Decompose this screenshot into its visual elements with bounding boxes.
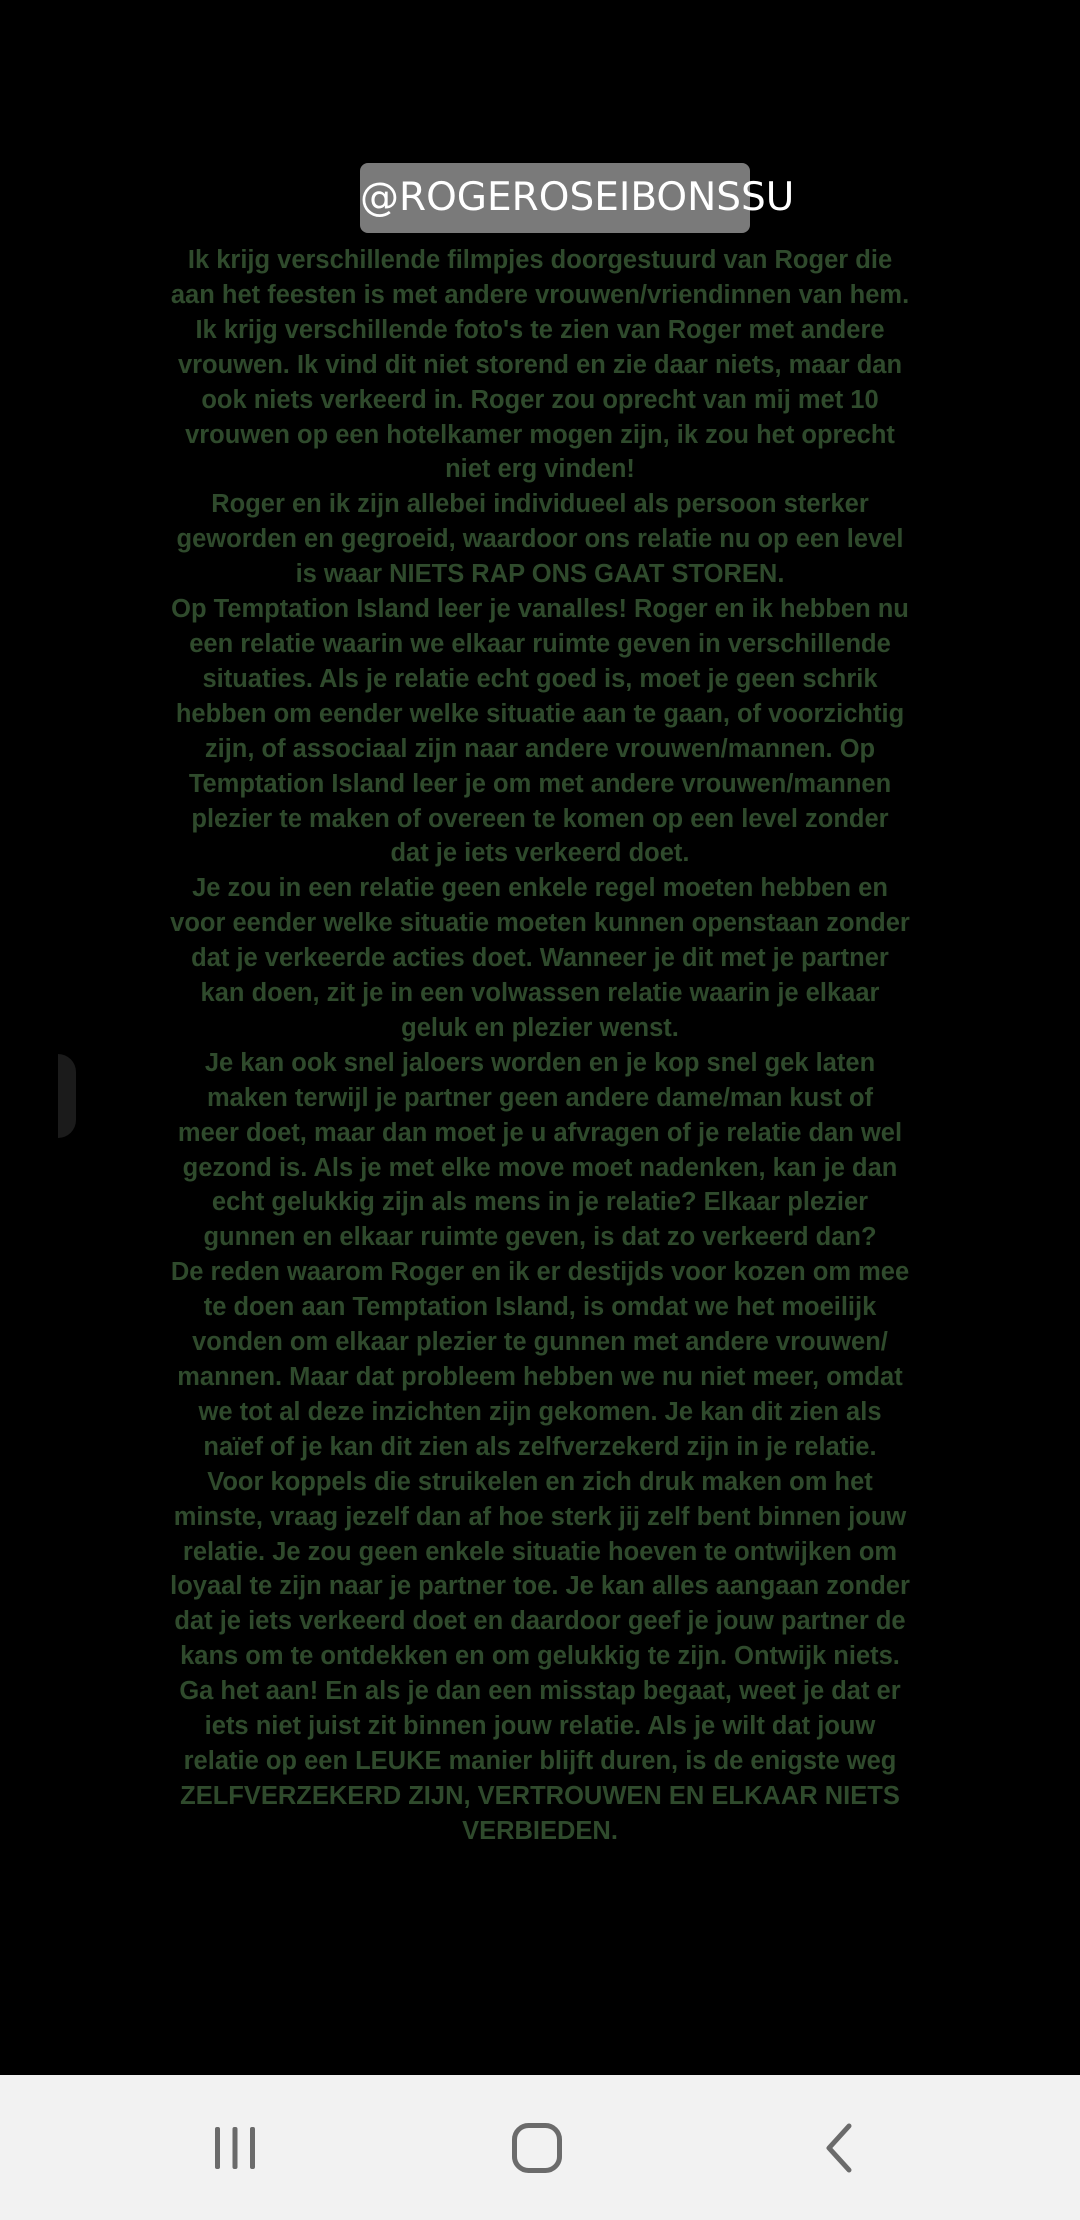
- story-text-line: voor eender welke situatie moeten kunnen openstaan zonder: [170, 909, 910, 938]
- story-text-line: geworden en gegroeid, waardoor ons relatie nu op een level: [176, 525, 904, 554]
- story-text-line: is waar NIETS RAP ONS GAAT STOREN.: [295, 560, 785, 589]
- story-text-line: plezier te maken of overeen te komen op een level zonder: [191, 804, 889, 833]
- story-text-line: minste, vraag jezelf dan af hoe sterk jij zelf bent binnen jouw: [173, 1502, 907, 1531]
- story-text-block: [168, 243, 912, 1849]
- story-text-line: vonden om elkaar plezier te gunnen met andere vrouwen/: [192, 1328, 888, 1357]
- back-icon: [821, 2122, 857, 2174]
- story-text-line: gezond is. Als je met elke move moet nadenken, kan je dan: [182, 1153, 898, 1182]
- story-text-line: Voor koppels die struikelen en zich druk maken om het: [207, 1467, 873, 1496]
- story-text-line: te doen aan Temptation Island, is omdat we het moeilijk: [203, 1293, 877, 1322]
- story-text-line: we tot al deze inzichten zijn gekomen. Je kan dit zien als: [198, 1397, 882, 1426]
- story-text-line: VERBIEDEN.: [462, 1816, 618, 1845]
- story-text-line: gunnen en elkaar ruimte geven, is dat zo verkeerd dan?: [203, 1223, 877, 1252]
- story-text-line: Op Temptation Island leer je vanalles! Roger en ik hebben nu: [171, 595, 909, 624]
- story-text-line: Temptation Island leer je om met andere vrouwen/mannen: [188, 769, 892, 798]
- story-text-line: een relatie waarin we elkaar ruimte geven in verschillende: [189, 629, 891, 658]
- story-text-line: kans om te ontdekken en om gelukkig te zijn. Ontwijk niets.: [180, 1642, 900, 1671]
- story-text-line: vrouwen op een hotelkamer mogen zijn, ik zou het oprecht: [185, 420, 895, 449]
- story-text-line: Ga het aan! En als je dan een misstap begaat, weet je dat er: [179, 1677, 901, 1706]
- edge-panel-handle[interactable]: [58, 1054, 76, 1138]
- story-text-line: zijn, of associaal zijn naar andere vrouwen/mannen. Op: [204, 734, 876, 763]
- navigation-bar: [0, 2075, 1080, 2220]
- story-text-line: aan het feesten is met andere vrouwen/vriendinnen van hem.: [170, 280, 910, 309]
- story-text-line: geluk en plezier wenst.: [401, 1013, 679, 1042]
- home-icon: [511, 2122, 563, 2174]
- story-text-line: Ik krijg verschillende foto's te zien van Roger met andere: [195, 315, 885, 344]
- story-text-line: Roger en ik zijn allebei individueel als persoon sterker: [211, 490, 869, 519]
- story-text-line: De reden waarom Roger en ik er destijds voor kozen om mee: [170, 1258, 910, 1287]
- story-text-line: dat je iets verkeerd doet en daardoor geef je jouw partner de: [174, 1607, 906, 1636]
- story-text-line: ook niets verkeerd in. Roger zou oprecht van mij met 10: [201, 385, 879, 414]
- story-text-line: dat je verkeerde acties doet. Wanneer je dit met je partner: [191, 944, 889, 973]
- story-text-line: niet erg vinden!: [445, 455, 635, 484]
- story-text-line: ZELFVERZEKERD ZIJN, VERTROUWEN EN ELKAAR NIETS: [180, 1781, 900, 1810]
- story-text-line: relatie. Je zou geen enkele situatie hoeven te ontwijken om: [182, 1537, 898, 1566]
- recent-apps-icon: [211, 2123, 259, 2173]
- story-text-line: maken terwijl je partner geen andere dame/man kust of: [206, 1083, 874, 1112]
- story-text-line: loyaal te zijn naar je partner toe. Je kan alles aangaan zonder: [170, 1572, 910, 1601]
- story-text-line: relatie op een LEUKE manier blijft duren, is de enigste weg: [183, 1746, 897, 1775]
- story-text-line: vrouwen. Ik vind dit niet storend en zie daar niets, maar dan: [177, 350, 903, 379]
- story-text-line: mannen. Maar dat probleem hebben we nu niet meer, omdat: [177, 1363, 903, 1391]
- story-text-line: kan doen, zit je in een volwassen relatie waarin je elkaar: [200, 979, 880, 1008]
- story-text-line: hebben om eender welke situatie aan te gaan, of voorzichtig: [175, 699, 905, 728]
- story-text-line: Je zou in een relatie geen enkele regel moeten hebben en: [192, 874, 888, 903]
- story-text-line: situaties. Als je relatie echt goed is, moet je geen schrik: [202, 664, 878, 693]
- home-button[interactable]: [477, 2075, 597, 2220]
- recent-apps-button[interactable]: [175, 2075, 295, 2220]
- story-text-line: Ik krijg verschillende filmpjes doorgestuurd van Roger die: [187, 246, 893, 274]
- mention-sticker[interactable]: @ROGEROSEIBONSSU: [360, 163, 750, 233]
- back-button[interactable]: [779, 2075, 899, 2220]
- story-text-line: echt gelukkig zijn als mens in je relatie? Elkaar plezier: [211, 1188, 869, 1217]
- story-text-line: dat je iets verkeerd doet.: [390, 839, 690, 868]
- story-text-line: Je kan ook snel jaloers worden en je kop snel gek laten: [204, 1048, 876, 1077]
- story-text-line: naïef of je kan dit zien als zelfverzekerd zijn in je relatie.: [203, 1432, 877, 1461]
- story-text-line: iets niet juist zit binnen jouw relatie. Als je wilt dat jouw: [204, 1712, 876, 1741]
- story-text-line: meer doet, maar dan moet je u afvragen of je relatie dan wel: [177, 1118, 903, 1147]
